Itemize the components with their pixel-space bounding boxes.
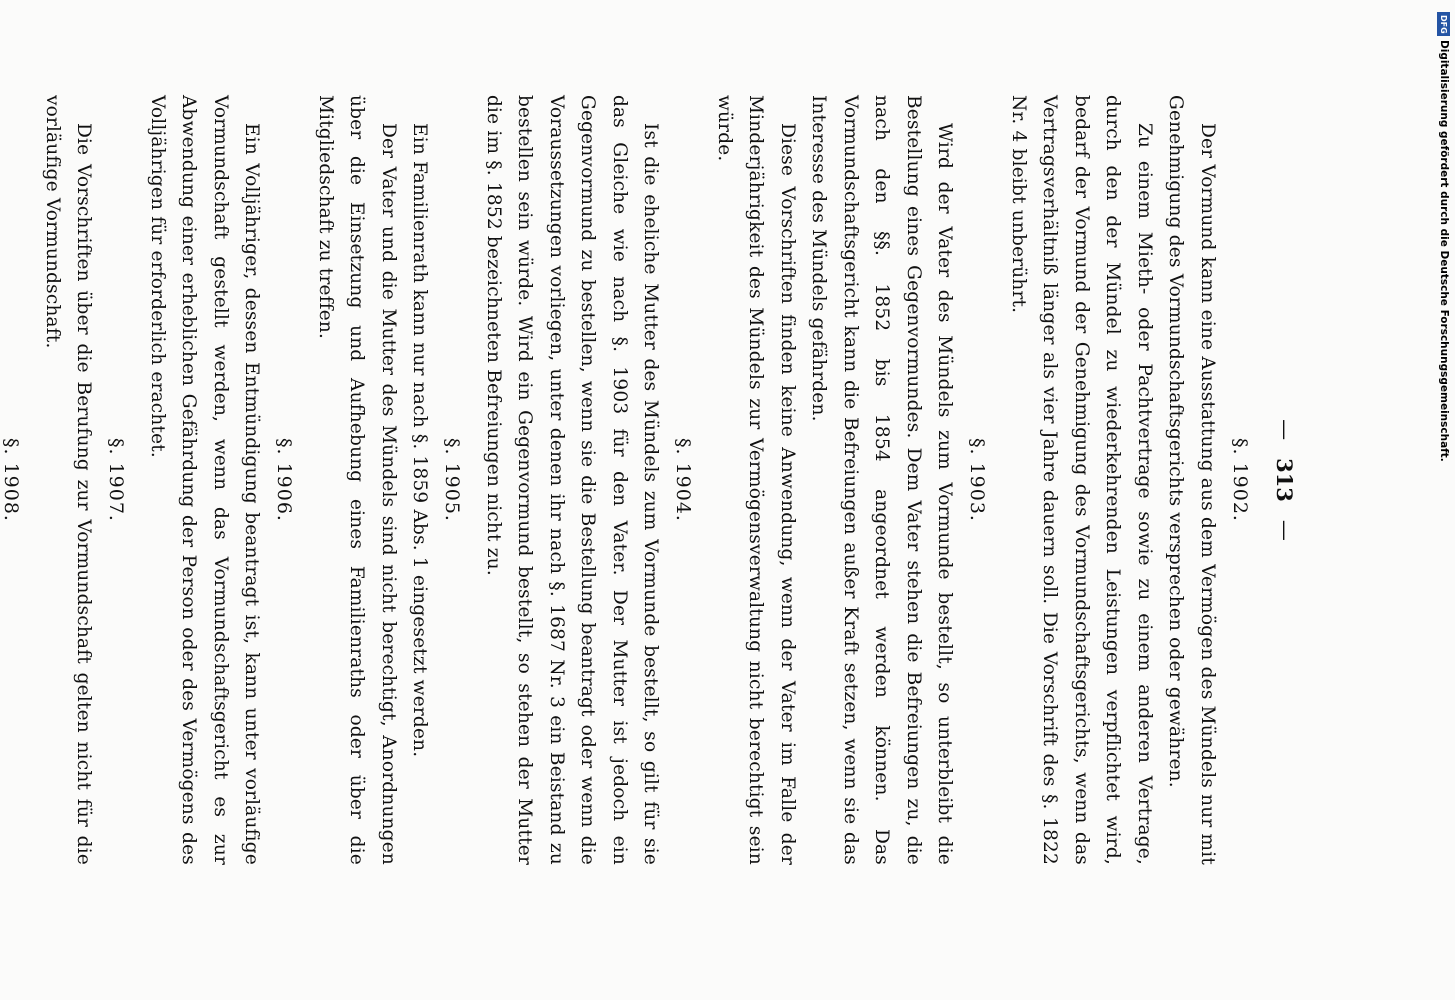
section-1905 — [310, 95, 464, 865]
header-dash-left: — — [1273, 419, 1297, 441]
section-1903 — [709, 95, 989, 865]
section-paragraph: Der Vater und die Mutter des Mündels sind nicht berechtigt, Anordnungen über die Einsetzung und Aufhebung eines Familienraths oder über die Mitgliedschaft zu treffen. — [315, 95, 399, 865]
section-paragraph: Diese Vorschriften finden keine Anwendung, wenn der Vater im Falle der Minderjährigkeit des Mündels zur Vermögensverwaltung nicht berechtigt sein würde. — [714, 95, 798, 865]
section-paragraph: Der Vormund kann eine Ausstattung aus dem Vermögen des Mündels nur mit Genehmigung des Vormundschaftsgerichts versprechen oder gewähren. — [1165, 95, 1218, 865]
section-heading: §. 1905. — [441, 438, 464, 522]
section-heading: §. 1903. — [966, 438, 989, 522]
section-heading: §. 1904. — [672, 438, 695, 522]
header-dash-right: — — [1273, 519, 1297, 541]
dfg-logo-icon: DFG — [1437, 12, 1450, 36]
page-header — [1265, 95, 1305, 865]
section-paragraph: Ein Familienrath kann nur nach §. 1859 Abs. 1 eingesetzt werden. — [409, 123, 431, 758]
page-body — [0, 95, 1305, 865]
section-1907 — [37, 95, 128, 865]
section-heading: §. 1902. — [1229, 438, 1251, 522]
section-heading: §. 1906. — [273, 438, 296, 522]
section-1904 — [478, 95, 695, 865]
section-paragraph: Zu einem Mieth- oder Pachtvertrage sowie zu einem anderen Vertrage, durch den der Mündel zu wiederkehrenden Leistungen verpflichtet wird, bedarf der Vormund der Genehmigung des Vormundschaftsgerichts, wenn das Vertragsverhältniß länger als vier Jahre dauern soll. Die Vorschrift des §. 1822 Nr. 4 bleibt unberührt. — [1008, 95, 1155, 865]
section-1902 — [1003, 95, 1252, 865]
digitization-credit — [1436, 12, 1450, 462]
section-heading: §. 1907. — [105, 438, 128, 522]
section-1906 — [142, 95, 296, 865]
section-paragraph: Ist die eheliche Mutter des Mündels zum Vormunde bestellt, so gilt für sie das Gleiche wie nach §. 1903 für den Vater. Der Mutter ist jedoch ein Gegenvormund zu bestellen, wenn sie die Bestellung beantragt oder wenn die Voraussetzungen vorliegen, unter denen ihr nach §. 1687 Nr. 3 ein Beistand zu bestellen sein würde. Wird ein Gegenvormund bestellt, so stehen der Mutter die im §. 1852 bezeichneten Befreiungen nicht zu. — [483, 95, 662, 865]
page-number: 313 — [1272, 458, 1298, 502]
section-paragraph: Ein Volljähriger, dessen Entmündigung beantragt ist, kann unter vorläufige Vormundschaft gestellt werden, wenn das Vormundschaftsgericht es zur Abwendung einer erheblichen Gefährdung der Person oder des Vermögens des Volljährigen für erforderlich erachtet. — [147, 95, 263, 865]
section-1908 — [0, 95, 23, 865]
credit-text: Digitalisierung gefördert durch die Deutsche Forschungsgemeinschaft. — [1438, 40, 1450, 462]
section-paragraph: Die Vorschriften über die Berufung zur Vormundschaft gelten nicht für die vorläufige Vormundschaft. — [42, 95, 95, 865]
section-heading: §. 1908. — [0, 438, 23, 522]
section-paragraph: Wird der Vater des Mündels zum Vormunde bestellt, so unterbleibt die Bestellung eines Gegenvormundes. Dem Vater stehen die Befreiungen zu, die nach den §§. 1852 bis 1854 angeordnet werden können. Das Vormundschaftsgericht kann die Befreiungen außer Kraft setzen, wenn sie das Interesse des Mündels gefährden. — [808, 95, 956, 865]
